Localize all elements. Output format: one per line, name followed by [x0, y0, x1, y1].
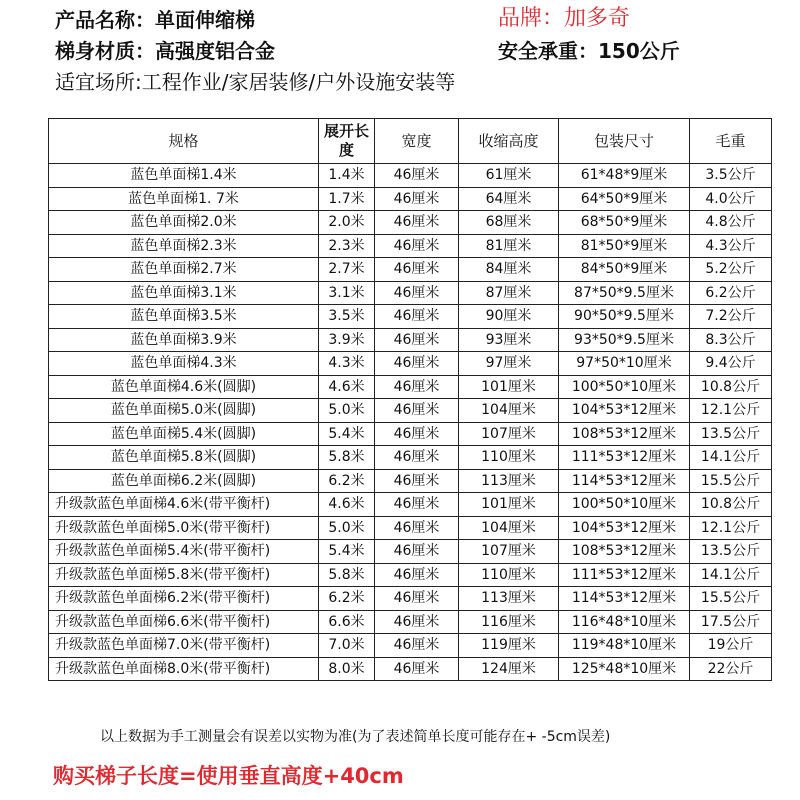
cell-spec: 升级款蓝色单面梯6.6米(带平衡杆)	[49, 610, 319, 634]
cell-weight: 14.1公斤	[690, 563, 772, 587]
cell-spec: 蓝色单面梯5.4米(圆脚)	[49, 422, 319, 446]
cell-weight: 5.2公斤	[690, 258, 772, 282]
cell-package: 100*50*10厘米	[559, 375, 690, 399]
cell-package: 97*50*10厘米	[559, 352, 690, 376]
cell-package: 87*50*9.5厘米	[559, 281, 690, 305]
cell-folded: 64厘米	[459, 187, 559, 211]
cell-package: 90*50*9.5厘米	[559, 305, 690, 329]
cell-spec: 升级款蓝色单面梯4.6米(带平衡杆)	[49, 493, 319, 517]
cell-weight: 13.5公斤	[690, 540, 772, 564]
spec-table	[48, 118, 772, 681]
cell-weight: 22公斤	[690, 657, 772, 681]
table-row	[49, 657, 772, 681]
cell-length: 5.0米	[319, 516, 375, 540]
cell-folded: 61厘米	[459, 164, 559, 188]
table-row	[49, 258, 772, 282]
cell-package: 116*48*10厘米	[559, 610, 690, 634]
cell-weight: 15.5公斤	[690, 469, 772, 493]
cell-weight: 17.5公斤	[690, 610, 772, 634]
cell-length: 5.8米	[319, 446, 375, 470]
table-row	[49, 399, 772, 423]
cell-weight: 6.2公斤	[690, 281, 772, 305]
cell-length: 5.4米	[319, 540, 375, 564]
cell-length: 6.6米	[319, 610, 375, 634]
cell-weight: 12.1公斤	[690, 399, 772, 423]
cell-folded: 107厘米	[459, 540, 559, 564]
cell-package: 61*48*9厘米	[559, 164, 690, 188]
cell-folded: 113厘米	[459, 469, 559, 493]
cell-length: 6.2米	[319, 587, 375, 611]
cell-spec: 蓝色单面梯3.1米	[49, 281, 319, 305]
cell-weight: 8.3公斤	[690, 328, 772, 352]
cell-length: 5.8米	[319, 563, 375, 587]
cell-folded: 93厘米	[459, 328, 559, 352]
cell-length: 4.6米	[319, 493, 375, 517]
cell-length: 4.3米	[319, 352, 375, 376]
table-row	[49, 281, 772, 305]
col-header-folded: 收缩高度	[459, 119, 559, 164]
cell-width: 46厘米	[375, 516, 459, 540]
table-row	[49, 352, 772, 376]
table-row	[49, 211, 772, 235]
purchase-tip: 购买梯子长度=使用垂直高度+40cm	[53, 764, 404, 788]
cell-width: 46厘米	[375, 234, 459, 258]
table-row	[49, 375, 772, 399]
cell-length: 2.0米	[319, 211, 375, 235]
table-row	[49, 610, 772, 634]
cell-folded: 107厘米	[459, 422, 559, 446]
usage: 适宜场所:工程作业/家居装修/户外设施安装等	[55, 70, 456, 94]
cell-length: 4.6米	[319, 375, 375, 399]
cell-weight: 4.8公斤	[690, 211, 772, 235]
cell-weight: 10.8公斤	[690, 493, 772, 517]
product-name: 产品名称：单面伸缩梯	[55, 8, 255, 32]
material: 梯身材质：高强度铝合金	[55, 39, 275, 63]
cell-width: 46厘米	[375, 610, 459, 634]
cell-spec: 蓝色单面梯4.6米(圆脚)	[49, 375, 319, 399]
table-row	[49, 234, 772, 258]
cell-package: 104*53*12厘米	[559, 399, 690, 423]
cell-spec: 蓝色单面梯1. 7米	[49, 187, 319, 211]
cell-folded: 87厘米	[459, 281, 559, 305]
load-capacity: 安全承重：150公斤	[498, 39, 680, 63]
cell-spec: 升级款蓝色单面梯5.0米(带平衡杆)	[49, 516, 319, 540]
cell-length: 5.4米	[319, 422, 375, 446]
cell-width: 46厘米	[375, 634, 459, 658]
cell-weight: 9.4公斤	[690, 352, 772, 376]
cell-folded: 101厘米	[459, 493, 559, 517]
cell-package: 114*53*12厘米	[559, 587, 690, 611]
cell-spec: 升级款蓝色单面梯6.2米(带平衡杆)	[49, 587, 319, 611]
cell-width: 46厘米	[375, 657, 459, 681]
cell-length: 7.0米	[319, 634, 375, 658]
cell-folded: 124厘米	[459, 657, 559, 681]
cell-folded: 104厘米	[459, 399, 559, 423]
cell-spec: 升级款蓝色单面梯8.0米(带平衡杆)	[49, 657, 319, 681]
table-row	[49, 446, 772, 470]
cell-folded: 81厘米	[459, 234, 559, 258]
cell-package: 108*53*12厘米	[559, 422, 690, 446]
cell-width: 46厘米	[375, 375, 459, 399]
cell-spec: 蓝色单面梯6.2米(圆脚)	[49, 469, 319, 493]
cell-package: 111*53*12厘米	[559, 563, 690, 587]
cell-width: 46厘米	[375, 164, 459, 188]
cell-weight: 4.0公斤	[690, 187, 772, 211]
cell-weight: 12.1公斤	[690, 516, 772, 540]
table-row	[49, 305, 772, 329]
cell-weight: 19公斤	[690, 634, 772, 658]
table-row	[49, 634, 772, 658]
cell-width: 46厘米	[375, 587, 459, 611]
table-row	[49, 422, 772, 446]
cell-length: 3.5米	[319, 305, 375, 329]
brand: 品牌：加多奇	[498, 6, 631, 31]
cell-package: 114*53*12厘米	[559, 469, 690, 493]
cell-length: 2.7米	[319, 258, 375, 282]
cell-folded: 101厘米	[459, 375, 559, 399]
cell-spec: 升级款蓝色单面梯5.4米(带平衡杆)	[49, 540, 319, 564]
cell-package: 104*53*12厘米	[559, 516, 690, 540]
cell-width: 46厘米	[375, 540, 459, 564]
cell-length: 1.4米	[319, 164, 375, 188]
cell-weight: 10.8公斤	[690, 375, 772, 399]
cell-spec: 蓝色单面梯2.7米	[49, 258, 319, 282]
cell-spec: 蓝色单面梯5.0米(圆脚)	[49, 399, 319, 423]
table-row	[49, 516, 772, 540]
cell-folded: 110厘米	[459, 563, 559, 587]
cell-package: 64*50*9厘米	[559, 187, 690, 211]
measurement-note: 以上数据为手工测量会有误差以实物为准(为了表述简单长度可能存在+ -5cm误差)	[100, 729, 611, 745]
cell-width: 46厘米	[375, 493, 459, 517]
cell-width: 46厘米	[375, 563, 459, 587]
col-header-package: 包装尺寸	[559, 119, 690, 164]
cell-package: 93*50*9.5厘米	[559, 328, 690, 352]
cell-weight: 4.3公斤	[690, 234, 772, 258]
cell-folded: 68厘米	[459, 211, 559, 235]
cell-weight: 14.1公斤	[690, 446, 772, 470]
cell-package: 125*48*10厘米	[559, 657, 690, 681]
cell-spec: 升级款蓝色单面梯5.8米(带平衡杆)	[49, 563, 319, 587]
cell-folded: 97厘米	[459, 352, 559, 376]
cell-folded: 90厘米	[459, 305, 559, 329]
cell-package: 68*50*9厘米	[559, 211, 690, 235]
cell-weight: 13.5公斤	[690, 422, 772, 446]
cell-folded: 113厘米	[459, 587, 559, 611]
cell-folded: 84厘米	[459, 258, 559, 282]
cell-length: 3.9米	[319, 328, 375, 352]
cell-length: 5.0米	[319, 399, 375, 423]
col-header-weight: 毛重	[690, 119, 772, 164]
table-row	[49, 164, 772, 188]
cell-width: 46厘米	[375, 352, 459, 376]
cell-package: 108*53*12厘米	[559, 540, 690, 564]
cell-width: 46厘米	[375, 328, 459, 352]
cell-weight: 3.5公斤	[690, 164, 772, 188]
cell-spec: 蓝色单面梯4.3米	[49, 352, 319, 376]
cell-spec: 蓝色单面梯3.5米	[49, 305, 319, 329]
cell-spec: 蓝色单面梯5.8米(圆脚)	[49, 446, 319, 470]
cell-length: 1.7米	[319, 187, 375, 211]
cell-package: 81*50*9厘米	[559, 234, 690, 258]
cell-width: 46厘米	[375, 281, 459, 305]
cell-folded: 104厘米	[459, 516, 559, 540]
table-row	[49, 563, 772, 587]
cell-package: 111*53*12厘米	[559, 446, 690, 470]
cell-width: 46厘米	[375, 469, 459, 493]
cell-width: 46厘米	[375, 211, 459, 235]
cell-length: 8.0米	[319, 657, 375, 681]
col-header-width: 宽度	[375, 119, 459, 164]
cell-spec: 蓝色单面梯1.4米	[49, 164, 319, 188]
cell-length: 3.1米	[319, 281, 375, 305]
cell-package: 119*48*10厘米	[559, 634, 690, 658]
cell-length: 6.2米	[319, 469, 375, 493]
cell-folded: 119厘米	[459, 634, 559, 658]
cell-folded: 110厘米	[459, 446, 559, 470]
col-header-spec: 规格	[49, 119, 319, 164]
table-row	[49, 469, 772, 493]
cell-width: 46厘米	[375, 422, 459, 446]
table-row	[49, 187, 772, 211]
cell-spec: 蓝色单面梯3.9米	[49, 328, 319, 352]
table-row	[49, 587, 772, 611]
cell-weight: 15.5公斤	[690, 587, 772, 611]
table-header-row	[49, 119, 772, 164]
cell-width: 46厘米	[375, 399, 459, 423]
cell-folded: 116厘米	[459, 610, 559, 634]
cell-spec: 升级款蓝色单面梯7.0米(带平衡杆)	[49, 634, 319, 658]
cell-weight: 7.2公斤	[690, 305, 772, 329]
cell-width: 46厘米	[375, 187, 459, 211]
table-row	[49, 540, 772, 564]
cell-spec: 蓝色单面梯2.3米	[49, 234, 319, 258]
cell-package: 84*50*9厘米	[559, 258, 690, 282]
cell-spec: 蓝色单面梯2.0米	[49, 211, 319, 235]
table-row	[49, 493, 772, 517]
cell-width: 46厘米	[375, 446, 459, 470]
cell-package: 100*50*10厘米	[559, 493, 690, 517]
cell-width: 46厘米	[375, 258, 459, 282]
cell-length: 2.3米	[319, 234, 375, 258]
cell-width: 46厘米	[375, 305, 459, 329]
col-header-length: 展开长度	[319, 119, 375, 164]
table-row	[49, 328, 772, 352]
